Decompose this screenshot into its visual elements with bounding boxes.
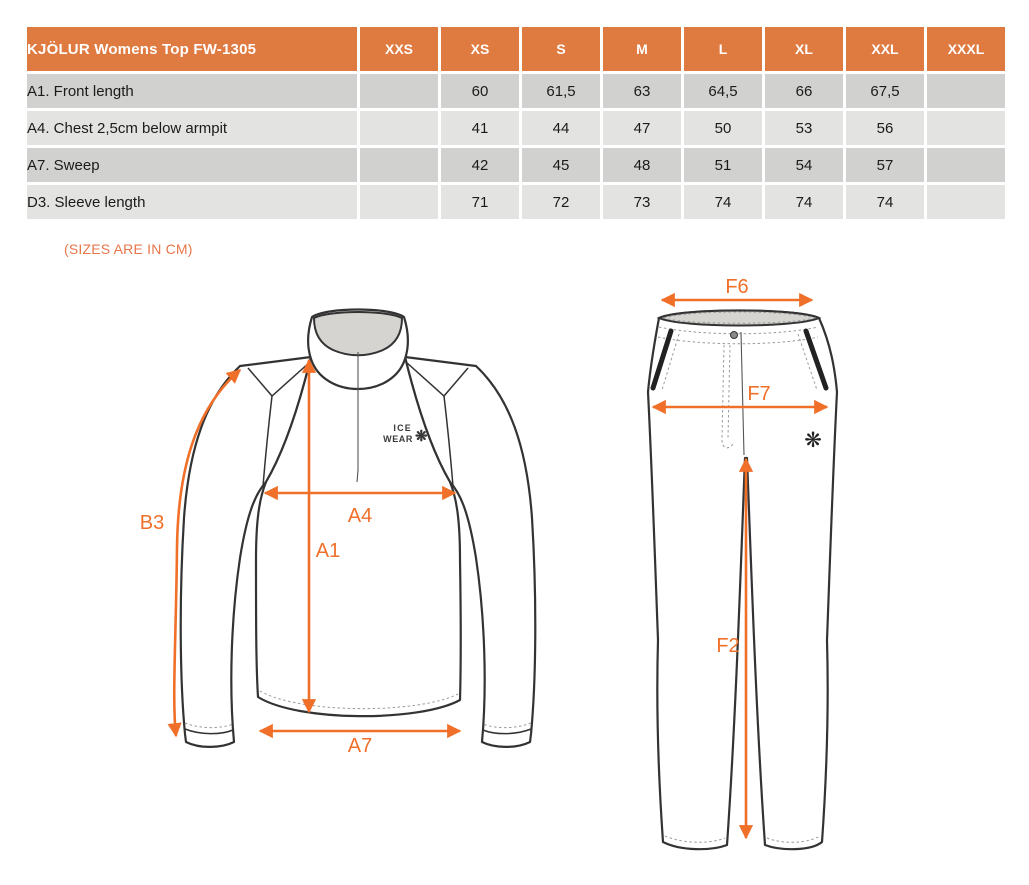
value-cell: 42 — [441, 148, 519, 182]
a4-label: A4 — [347, 505, 373, 527]
f6-label: F6 — [725, 276, 749, 298]
row-label: A1. Front length — [27, 74, 357, 108]
value-cell: 66 — [765, 74, 843, 108]
size-header-l: L — [684, 27, 762, 71]
value-cell: 51 — [684, 148, 762, 182]
value-cell: 41 — [441, 111, 519, 145]
value-cell: 71 — [441, 185, 519, 219]
size-header-s: S — [522, 27, 600, 71]
value-cell: 61,5 — [522, 74, 600, 108]
brand-logo-wear: WEAR — [383, 434, 413, 444]
f2-label: F2 — [716, 635, 740, 657]
value-cell: 50 — [684, 111, 762, 145]
value-cell: 74 — [765, 185, 843, 219]
value-cell: 67,5 — [846, 74, 924, 108]
a7-label: A7 — [347, 735, 373, 757]
value-cell: 45 — [522, 148, 600, 182]
size-header-m: M — [603, 27, 681, 71]
value-cell: 44 — [522, 111, 600, 145]
a1-label: A1 — [315, 540, 341, 562]
size-header-xxs: XXS — [360, 27, 438, 71]
value-cell: 72 — [522, 185, 600, 219]
row-label: D3. Sleeve length — [27, 185, 357, 219]
sizes-unit-note: (SIZES ARE IN CM) — [64, 241, 193, 257]
value-cell: 48 — [603, 148, 681, 182]
row-label: A7. Sweep — [27, 148, 357, 182]
size-header-xl: XL — [765, 27, 843, 71]
pants-diagram — [648, 311, 837, 850]
f7-label: F7 — [747, 383, 771, 405]
waist-button — [731, 332, 738, 339]
size-header-xxxl: XXXL — [927, 27, 1005, 71]
value-cell: 53 — [765, 111, 843, 145]
value-cell: 54 — [765, 148, 843, 182]
value-cell: 74 — [846, 185, 924, 219]
value-cell: 63 — [603, 74, 681, 108]
value-cell: 57 — [846, 148, 924, 182]
brand-logo-ice: ICE — [393, 423, 412, 433]
value-cell: 47 — [603, 111, 681, 145]
value-cell: 73 — [603, 185, 681, 219]
value-cell: 64,5 — [684, 74, 762, 108]
size-header-xxl: XXL — [846, 27, 924, 71]
value-cell: 56 — [846, 111, 924, 145]
snowflake-icon: ❋ — [804, 429, 822, 452]
b3-label: B3 — [139, 512, 165, 534]
value-cell: 60 — [441, 74, 519, 108]
size-header-xs: XS — [441, 27, 519, 71]
row-label: A4. Chest 2,5cm below armpit — [27, 111, 357, 145]
table-title: KJÖLUR Womens Top FW-1305 — [27, 27, 357, 71]
value-cell: 74 — [684, 185, 762, 219]
logo-snowflake-icon: ❋ — [415, 428, 428, 445]
